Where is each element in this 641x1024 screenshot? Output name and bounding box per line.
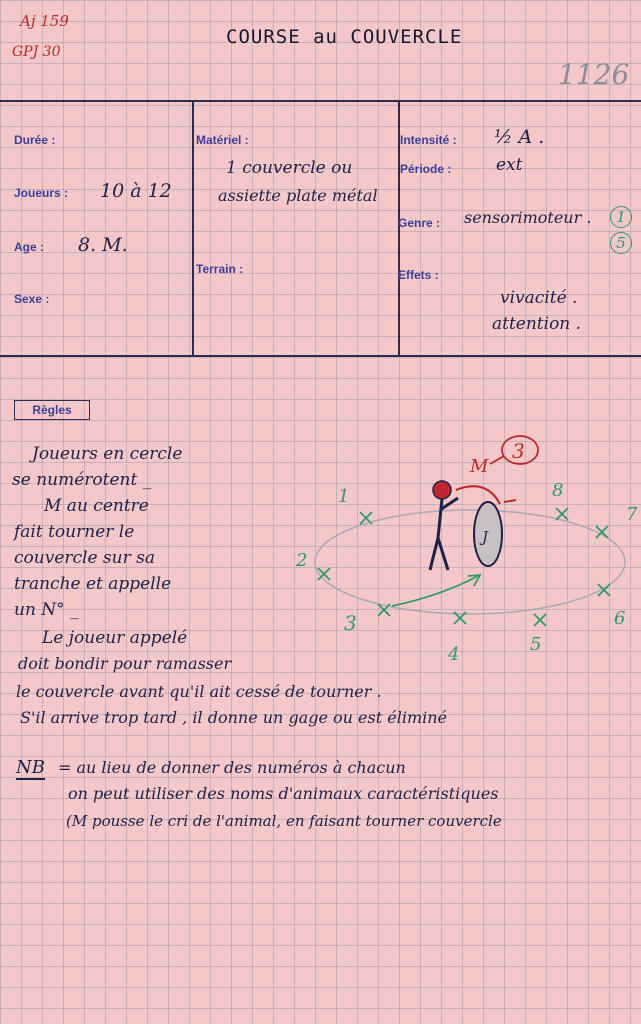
page-title: COURSE au COUVERCLE <box>226 26 463 48</box>
rule-line-7: un N° _ <box>14 600 79 620</box>
terrain-label: Terrain : <box>196 262 244 276</box>
joueurs-label: Joueurs : <box>14 186 69 200</box>
center-player-body <box>430 498 458 570</box>
nb-label: NB <box>16 757 45 778</box>
game-diagram <box>290 420 641 670</box>
header-bottom-rule <box>0 355 641 357</box>
called-number: 3 <box>512 439 525 463</box>
rule-line-6: tranche et appelle <box>14 574 172 594</box>
player-cross-8 <box>556 508 568 520</box>
player-number-6: 6 <box>614 608 626 629</box>
effets-value-line-2: attention . <box>492 314 582 334</box>
age-label: Age : <box>14 240 44 254</box>
rule-line-8: Le joueur appelé <box>42 628 188 648</box>
duree-label: Durée : <box>14 133 56 147</box>
genre-code-1: 1 <box>610 206 632 228</box>
age-value: 8. M. <box>78 234 128 256</box>
player-number-7: 7 <box>626 504 638 525</box>
rule-line-9: doit bondir pour ramasser <box>18 654 232 673</box>
effets-label: Effets : <box>398 268 439 282</box>
rule-line-3: M au centre <box>44 496 149 516</box>
nb-line-2: on peut utiliser des noms d'animaux caractéristiques <box>68 784 499 803</box>
periode-value: ext <box>496 155 523 175</box>
player-number-2: 2 <box>296 550 308 571</box>
player-number-3: 3 <box>344 611 357 635</box>
caller-label: M <box>470 456 489 477</box>
rule-line-4: fait tourner le <box>14 522 135 542</box>
genre-code-2: 5 <box>610 232 632 254</box>
lid-label: J <box>482 528 489 546</box>
materiel-value-line-2: assiette plate métal <box>218 186 378 205</box>
sexe-label: Sexe : <box>14 292 50 306</box>
intensite-label: Intensité : <box>400 133 457 147</box>
run-arrow <box>392 576 478 606</box>
player-number-1: 1 <box>338 486 350 507</box>
player-cross-5 <box>534 614 546 626</box>
player-number-8: 8 <box>552 480 564 501</box>
player-number-4: 4 <box>448 644 460 665</box>
rule-line-1: Joueurs en cercle <box>32 444 183 464</box>
joueurs-value: 10 à 12 <box>100 180 172 202</box>
intensite-value: ½ A . <box>494 126 545 148</box>
nb-line-1: = au lieu de donner des numéros à chacun <box>58 758 406 777</box>
regles-label: Règles <box>14 400 90 420</box>
corner-reference-1: Aj 159 <box>20 12 69 30</box>
player-number-5: 5 <box>530 634 542 655</box>
rule-line-11: S'il arrive trop tard , il donne un gage ou est éliminé <box>20 708 447 727</box>
rule-line-5: couvercle sur sa <box>14 548 155 568</box>
header-top-rule <box>0 100 641 102</box>
spin-arc-tick <box>504 500 516 502</box>
rule-line-2: se numérotent _ <box>12 470 152 490</box>
column-divider-1 <box>192 100 194 356</box>
archive-number: 1126 <box>558 58 630 91</box>
called-number-pointer <box>490 456 504 464</box>
effets-value-line-1: vivacité . <box>500 288 578 308</box>
rule-line-10: le couvercle avant qu'il ait cessé de tourner . <box>16 682 382 701</box>
periode-label: Période : <box>400 162 452 176</box>
nb-line-3: (M pousse le cri de l'animal, en faisant tourner couvercle <box>66 812 502 830</box>
spin-arc <box>456 486 500 504</box>
player-cross-1 <box>360 512 372 524</box>
genre-label: Genre : <box>398 216 441 230</box>
materiel-label: Matériel : <box>196 133 249 147</box>
genre-value: sensorimoteur . <box>464 208 592 227</box>
player-circle <box>315 510 625 614</box>
materiel-value-line-1: 1 couvercle ou <box>226 158 353 178</box>
corner-reference-2: GPJ 30 <box>12 44 61 60</box>
center-player-head <box>433 481 451 499</box>
